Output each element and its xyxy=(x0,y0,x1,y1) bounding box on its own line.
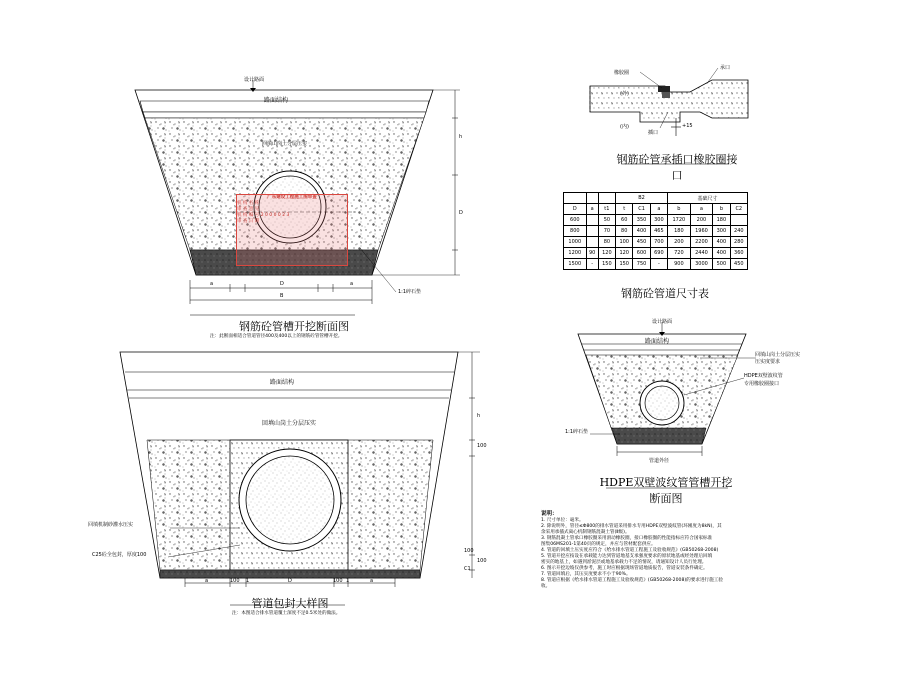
table-subheader-row xyxy=(564,204,748,215)
table-cell: 200 xyxy=(668,237,691,248)
panel-e-title: HDPE双壁波纹管管槽开挖断面图 xyxy=(599,476,733,505)
table-cell: 450 xyxy=(730,259,747,270)
socket-label: 承口 xyxy=(720,65,731,71)
note-line: 收。 xyxy=(541,584,551,589)
table-header: a xyxy=(586,204,598,215)
table-header: D xyxy=(564,204,587,215)
dim-d: D xyxy=(459,210,463,216)
table-header: a xyxy=(650,204,667,215)
panel-a-note: 注：此断面相适合管道管径400及400以上的钢筋砼管管槽开挖。 xyxy=(210,334,343,339)
table-cell: 350 xyxy=(633,215,650,226)
table-cell: 720 xyxy=(668,248,691,259)
dim-h-b: h xyxy=(477,413,481,419)
table-cell: 1200 xyxy=(564,248,587,259)
backfill-label-e: 回填山岗土分层压实 xyxy=(755,352,801,358)
table-row xyxy=(564,226,748,237)
table-cell: 300 xyxy=(650,215,667,226)
table-cell: 180 xyxy=(713,215,730,226)
joint-ring-label: 专用橡胶圈接口 xyxy=(744,381,780,387)
table-cell: 3000 xyxy=(690,259,713,270)
table-header: a xyxy=(690,204,713,215)
table-cell: 1500 xyxy=(564,259,587,270)
table-cell: - xyxy=(650,259,667,270)
dim-1-b: 1 xyxy=(246,578,250,584)
table-cell: 1720 xyxy=(668,215,691,226)
panel-c-title: 钢筋砼管承插口橡胶圈接口 xyxy=(616,153,738,182)
table-cell: 700 xyxy=(650,237,667,248)
table-header: b xyxy=(668,204,691,215)
table-header xyxy=(598,193,615,204)
stamp-line: 审 查 日 期 xyxy=(237,219,260,224)
table-cell: 450 xyxy=(633,237,650,248)
note-line: 图集06MS201-1第40页的规定，并应与管材配套供应。 xyxy=(541,542,656,547)
stamp-line: 广东建设工程施工图审查 xyxy=(267,195,317,200)
note-line: 6. 图示开挖边坡仅供参考，施工时应根据现场管道地质报告，管道安装条件确定。 xyxy=(541,566,708,571)
table-cell: 80 xyxy=(616,226,633,237)
table-cell: 400 xyxy=(713,248,730,259)
panel-b-note: 注：本图适合排水管道覆土深度不足0.5米处的做法。 xyxy=(232,611,341,616)
note-line: 8. 管道应根据《给水排水管道工程施工及验收规范》(GB50268-2008)的要求进行施工验 xyxy=(541,578,723,583)
table-cell: 600 xyxy=(633,248,650,259)
dim-100-b5: 100 xyxy=(333,578,343,584)
note-line: 密实的地基上，如遇到淤泥层或地基承载力不足的情况，请通知设计人员行处理。 xyxy=(541,560,707,565)
stamp-line: 机 构 编 号 2 0 0 0 0 2 3 xyxy=(237,213,290,218)
table-cell: 90 xyxy=(586,248,598,259)
table-cell: 70 xyxy=(598,226,615,237)
table-cell: 120 xyxy=(616,248,633,259)
table-header: 基础尺寸 xyxy=(668,193,748,204)
concrete-encasement-label: C25砼全包封，厚度100 xyxy=(92,552,147,558)
dim-a-right: a xyxy=(350,281,354,287)
backfill-label: 回填山岗土分层压实 xyxy=(262,141,308,147)
dim-a-left: a xyxy=(210,281,214,287)
dim-100-b1: 100 xyxy=(477,443,487,449)
table-cell xyxy=(586,226,598,237)
note-line: 1. 尺寸单位：毫米。 xyxy=(541,518,584,523)
backfill-label-b: 回填山岗土分层压实 xyxy=(262,420,317,427)
table-cell xyxy=(586,215,598,226)
gravel-bed-label: 1:1碎石垫 xyxy=(398,289,422,295)
dim-a-b-right: a xyxy=(370,578,374,584)
note-line: 4. 管道的回填土压实度应符合《给水排水管道工程施工及验收规范》(GB50268-2008) xyxy=(541,548,719,553)
table-cell: 50 xyxy=(598,215,615,226)
table-cell: 80 xyxy=(598,237,615,248)
road-structure-label-e: 路面结构 xyxy=(645,338,670,345)
dim-D-b: D xyxy=(288,578,292,584)
outer-label: (外) xyxy=(620,91,629,97)
inner-label: (内) xyxy=(620,124,629,130)
table-cell: 800 xyxy=(564,226,587,237)
dim-100-b3: 100 xyxy=(464,548,474,554)
table-cell: 2440 xyxy=(690,248,713,259)
table-cell: 300 xyxy=(713,226,730,237)
road-structure-label: 路面结构 xyxy=(264,97,289,104)
table-cell: - xyxy=(586,259,598,270)
panel-b-title: 管道包封大样图 xyxy=(251,597,329,610)
table-header-row xyxy=(564,193,748,204)
stamp-line: 机 构 名 称 xyxy=(237,201,260,206)
table-cell: 180 xyxy=(668,226,691,237)
design-notes xyxy=(541,510,841,590)
table-cell: 150 xyxy=(616,259,633,270)
table-cell: 465 xyxy=(650,226,667,237)
road-structure-label-b: 路面结构 xyxy=(270,379,295,386)
gravel-bed-label-e: 1:1碎石垫 xyxy=(565,429,589,435)
dim-100-b4: 100 xyxy=(230,578,240,584)
panel-d-title: 钢筋砼管道尺寸表 xyxy=(621,287,709,300)
table-row xyxy=(564,215,748,226)
table-header xyxy=(564,193,587,204)
note-line: 5. 管道开挖应按设在承载能力达到管道地基支承强度要求的原状地基或经处理后回填 xyxy=(541,554,713,559)
backfill-label-e2: 压实度要求 xyxy=(755,359,781,365)
review-stamp xyxy=(236,194,348,266)
dim-h: h xyxy=(459,134,463,140)
note-line: 2. 除说明外，管径≤Φ800的排水管道采用排水专用HDPE双壁波纹管(环刚度为8kN)，其 xyxy=(541,524,722,529)
spigot-label: 插口 xyxy=(648,130,659,136)
stamp-line: 审 查 意 见 xyxy=(237,207,260,212)
table-row xyxy=(564,259,748,270)
dim-a-b-left: a xyxy=(205,578,209,584)
table-row xyxy=(564,248,748,259)
table-cell: 1960 xyxy=(690,226,713,237)
hdpe-pipe-label: HDPE双壁波纹管 xyxy=(744,373,783,379)
pipe-dimension-table xyxy=(563,192,748,270)
table-header: C2 xyxy=(730,204,747,215)
table-cell: 150 xyxy=(598,259,615,270)
pipe-outer-diameter-label: 管道外径 xyxy=(649,458,670,464)
table-cell: 1000 xyxy=(564,237,587,248)
table-cell: 500 xyxy=(713,259,730,270)
table-cell xyxy=(586,237,598,248)
dim-100-b2: 100 xyxy=(477,558,487,564)
mortar-fill-label: 回填机制砂灌水压实 xyxy=(88,522,134,528)
table-row xyxy=(564,237,748,248)
table-cell: 60 xyxy=(616,215,633,226)
note-line: 7. 管道回填后，其压实度要求不小于90%。 xyxy=(541,572,631,577)
table-cell: 2200 xyxy=(690,237,713,248)
table-header: B2 xyxy=(616,193,668,204)
panel-a-title: 钢筋砼管槽开挖断面图 xyxy=(239,320,349,333)
notes-heading: 说明： xyxy=(541,511,558,517)
dim-D: D xyxy=(280,281,284,287)
table-header: t xyxy=(616,204,633,215)
dim-1-b2: 1 xyxy=(346,578,350,584)
table-cell: 750 xyxy=(633,259,650,270)
dim-B: B xyxy=(280,293,284,299)
table-header: C1 xyxy=(633,204,650,215)
table-cell: 240 xyxy=(730,226,747,237)
table-cell: 400 xyxy=(713,237,730,248)
table-cell: 100 xyxy=(616,237,633,248)
table-cell: 900 xyxy=(668,259,691,270)
joint-dim-label: +15 xyxy=(682,123,693,129)
note-line: 3. 钢筋混凝土管承口橡胶圈采用滑动橡胶圈，接口橡胶圈的性能指标应符合国家标准 xyxy=(541,536,713,541)
ground-level-label-e: 设计路面 xyxy=(652,319,673,325)
table-header: b xyxy=(713,204,730,215)
table-header: t1 xyxy=(598,204,615,215)
table-cell: 690 xyxy=(650,248,667,259)
table-cell: 360 xyxy=(730,248,747,259)
panel-b-encasement-detail xyxy=(120,352,480,605)
table-header xyxy=(586,193,598,204)
table-cell: 280 xyxy=(730,237,747,248)
table-cell: 400 xyxy=(633,226,650,237)
dim-c1: C1 xyxy=(464,566,471,572)
table-cell: 600 xyxy=(564,215,587,226)
note-line: 余采用承插式离心机制钢筋混凝土管(Ⅱ级)。 xyxy=(541,530,630,535)
ground-level-label: 设计路面 xyxy=(244,77,265,83)
rubber-ring-label: 橡胶圈 xyxy=(614,70,630,76)
table-cell: 120 xyxy=(598,248,615,259)
table-cell xyxy=(730,215,747,226)
table-cell: 200 xyxy=(690,215,713,226)
panel-c-joint-detail xyxy=(590,68,748,164)
